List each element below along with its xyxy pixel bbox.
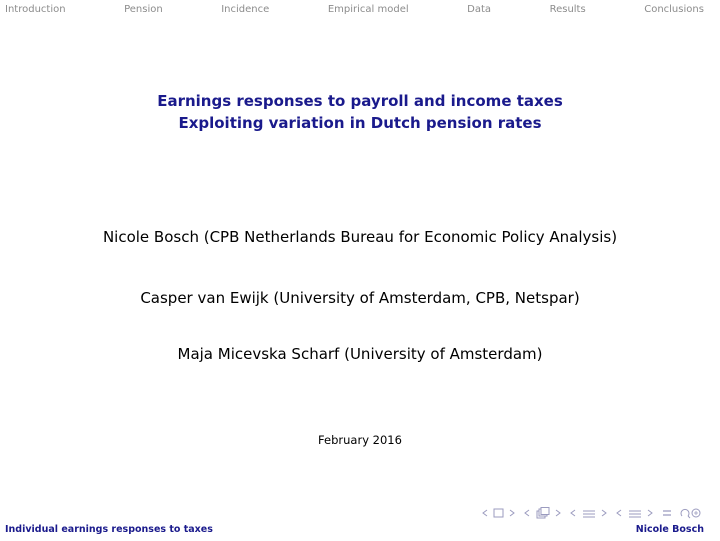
title-line-1: Earnings responses to payroll and income taxes — [157, 92, 563, 110]
presentation-date: February 2016 — [318, 433, 402, 447]
align-icon[interactable] — [661, 507, 673, 519]
nav-section-incidence[interactable]: Incidence — [221, 3, 270, 15]
nav-section-results[interactable]: Results — [549, 3, 586, 15]
nav-section-pension[interactable]: Pension — [124, 3, 163, 15]
slide-nav-icon[interactable] — [615, 507, 655, 519]
section-navigation-bar — [0, 0, 720, 18]
author-2: Casper van Ewijk (University of Amsterdam, CPB, Netspar) — [140, 289, 580, 307]
title-line-2: Exploiting variation in Dutch pension rates — [178, 114, 542, 132]
nav-section-data[interactable]: Data — [467, 3, 492, 15]
footer-author: Nicole Bosch — [635, 523, 704, 535]
footer-bar — [0, 522, 720, 536]
frame-nav-icon[interactable] — [481, 507, 517, 519]
presentation-title — [0, 90, 720, 134]
footer-short-title: Individual earnings responses to taxes — [5, 523, 213, 535]
subsection-nav-icon[interactable] — [523, 507, 563, 519]
beamer-navigation-controls — [481, 507, 703, 519]
author-3: Maja Micevska Scharf (University of Amsterdam) — [177, 345, 543, 363]
nav-section-empirical-model[interactable]: Empirical model — [327, 3, 409, 15]
author-1: Nicole Bosch (CPB Netherlands Bureau for Economic Policy Analysis) — [102, 228, 618, 246]
nav-section-conclusions[interactable]: Conclusions — [644, 3, 704, 15]
nav-section-introduction[interactable]: Introduction — [5, 3, 66, 15]
search-icon[interactable] — [679, 507, 703, 519]
section-nav-icon[interactable] — [569, 507, 609, 519]
